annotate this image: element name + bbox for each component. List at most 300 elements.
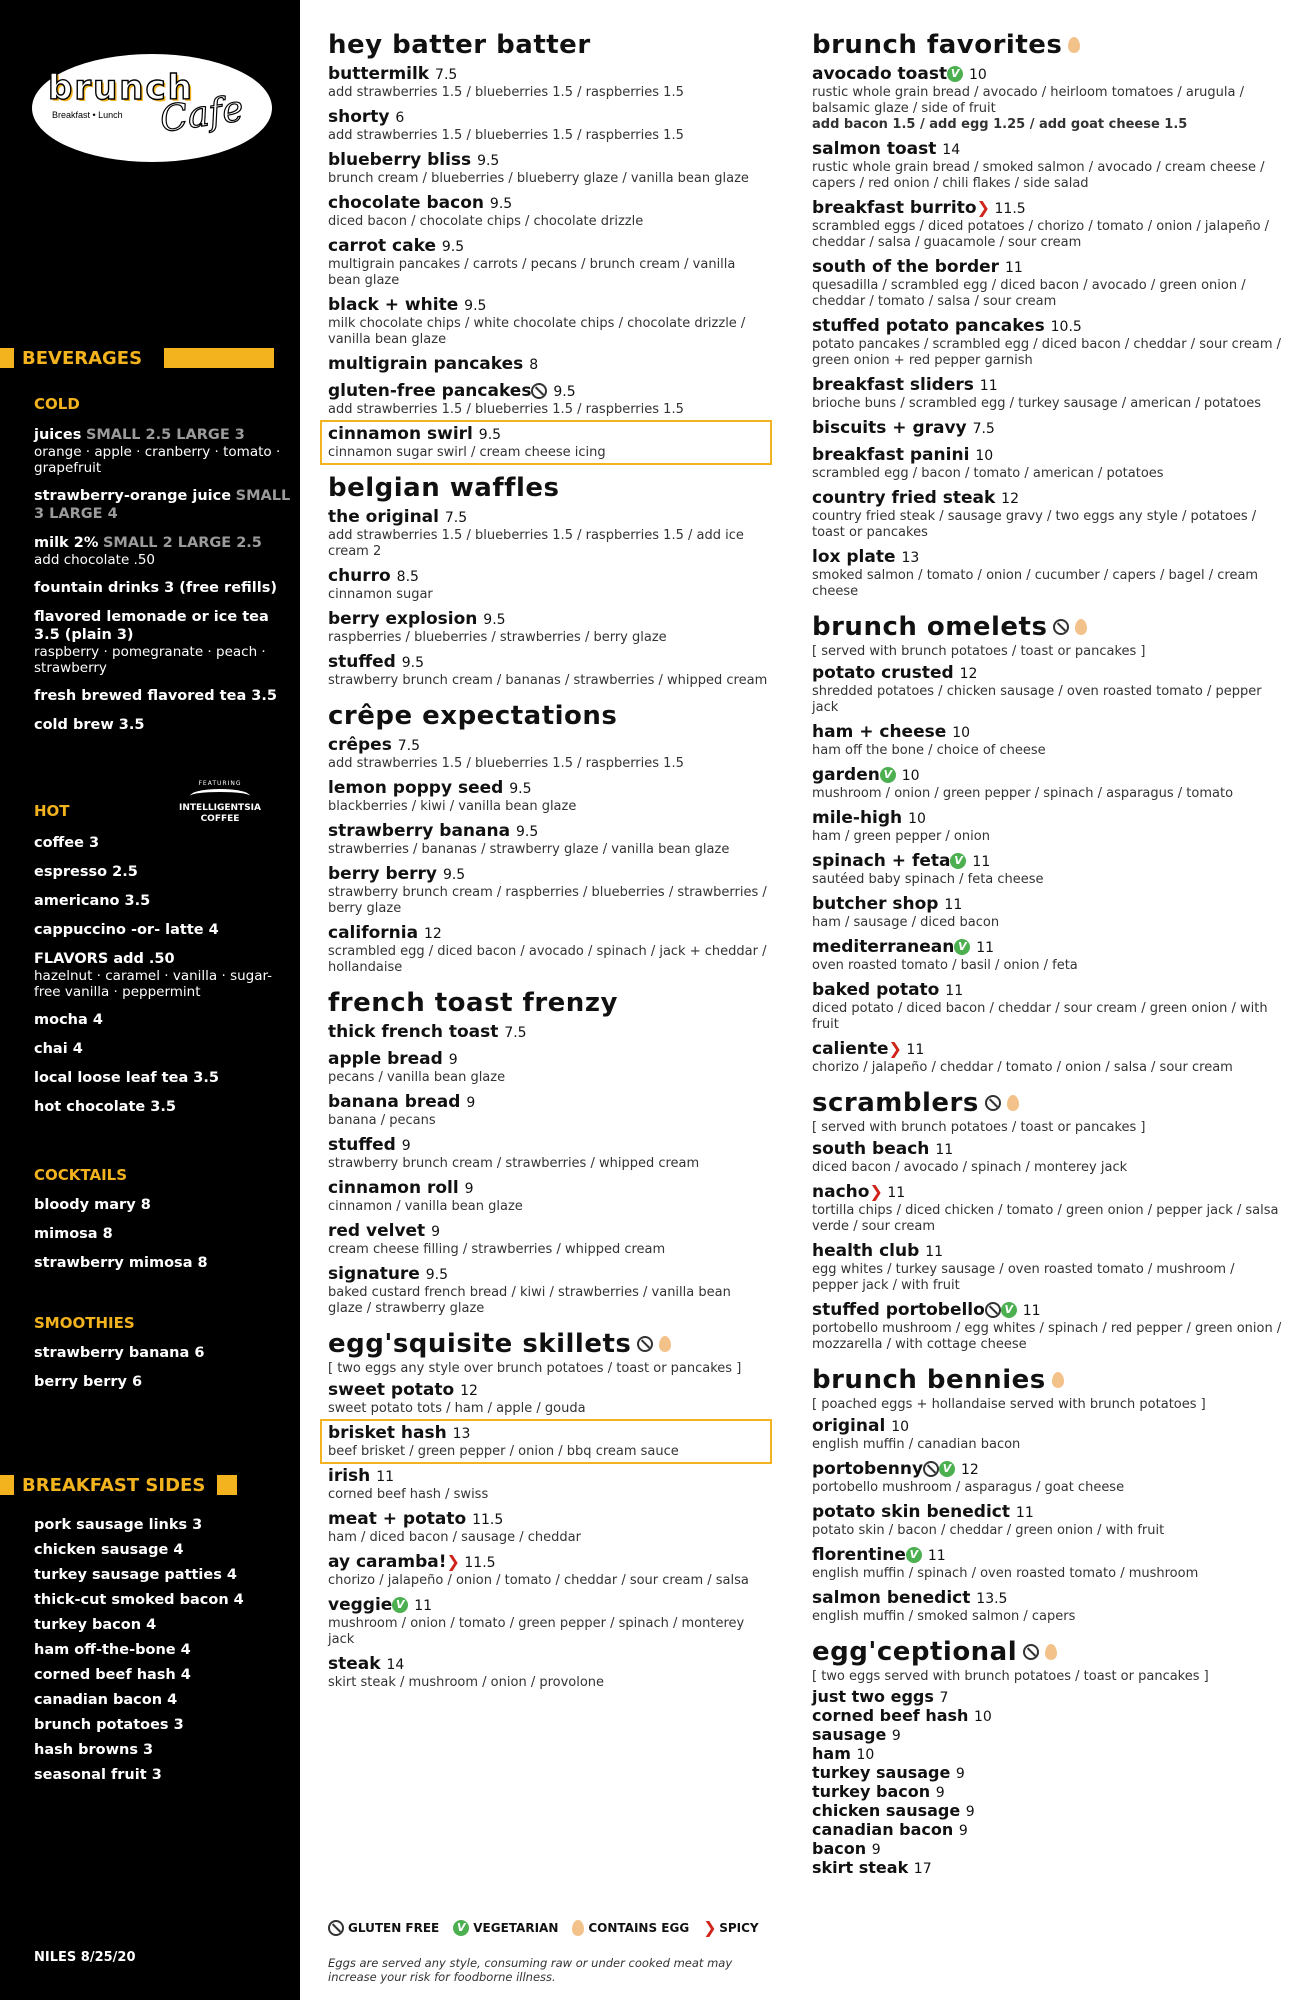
menu-item-name: carrot cake xyxy=(328,236,436,256)
menu-item xyxy=(812,1459,1282,1496)
vegetarian-icon: V xyxy=(939,1461,955,1477)
menu-item-price: 9.5 xyxy=(442,867,466,883)
menu-item-name: caliente xyxy=(812,1039,889,1059)
beverage-item xyxy=(34,1040,294,1058)
menu-item-price: 11 xyxy=(1004,260,1023,276)
vegetarian-icon: V xyxy=(1001,1302,1017,1318)
sides-item-label: turkey sausage patties 4 xyxy=(34,1567,238,1583)
legend-vegetarian: V VEGETARIAN xyxy=(453,1920,558,1936)
menu-item xyxy=(328,236,768,289)
eggceptional-item xyxy=(812,1745,1052,1764)
menu-item-price: 13.5 xyxy=(976,1591,1008,1607)
menu-item xyxy=(812,316,1282,369)
section-title-text: brunch bennies xyxy=(812,1365,1046,1395)
menu-item-description: scrambled eggs / diced potatoes / chorizo / tomato / onion / jalapeño / cheddar / salsa / guacamole / sour cream xyxy=(812,219,1270,250)
section-note: [ served with brunch potatoes / toast or pancakes ] xyxy=(812,1120,1146,1135)
menu-item-name: sweet potato xyxy=(328,1380,455,1400)
menu-item-description: raspberries / blueberries / strawberries / berry glaze xyxy=(328,630,667,645)
gluten-free-icon xyxy=(637,1336,653,1352)
menu-item xyxy=(812,418,1282,439)
menu-item-name: bacon xyxy=(812,1839,867,1858)
menu-column-middle xyxy=(328,28,768,1701)
menu-item-name: the original xyxy=(328,507,439,527)
beverage-name: americano 3.5 xyxy=(34,893,151,909)
sides-item xyxy=(34,1616,294,1634)
egg-icon xyxy=(572,1920,584,1936)
menu-item-header xyxy=(328,1595,768,1616)
menu-item-header xyxy=(328,1092,768,1113)
menu-item-description: oven roasted tomato / basil / onion / feta xyxy=(812,958,1078,973)
beverage-name: strawberry-orange juice xyxy=(34,488,232,504)
beverage-item xyxy=(34,1098,294,1116)
menu-item-description: cream cheese filling / strawberries / whipped cream xyxy=(328,1242,666,1257)
menu-item-name: cinnamon roll xyxy=(328,1178,459,1198)
menu-section-eggceptional xyxy=(812,1635,1282,1878)
menu-item-name: shorty xyxy=(328,107,390,127)
menu-section xyxy=(328,28,768,461)
menu-item-name: stuffed xyxy=(328,652,396,672)
menu-item-header xyxy=(812,1039,1282,1060)
menu-item-name: nacho xyxy=(812,1182,870,1202)
menu-item-header xyxy=(328,778,768,799)
section-title xyxy=(328,28,768,62)
beverage-item xyxy=(34,534,294,568)
menu-item-header xyxy=(812,139,1282,160)
menu-item-header xyxy=(812,1459,1282,1480)
menu-item-name: baked potato xyxy=(812,980,940,1000)
menu-item-header xyxy=(328,193,768,214)
eggceptional-item xyxy=(812,1821,1052,1840)
beverage-size-prices: SMALL 2.5 LARGE 3 xyxy=(85,427,245,443)
menu-item-price: 9.5 xyxy=(553,384,576,400)
menu-item xyxy=(328,295,768,348)
sides-item xyxy=(34,1716,294,1734)
menu-item-description: multigrain pancakes / carrots / pecans / brunch cream / vanilla bean glaze xyxy=(328,257,736,288)
beverage-name: cold brew 3.5 xyxy=(34,717,145,733)
menu-item xyxy=(812,1182,1282,1235)
section-title xyxy=(812,28,1282,62)
menu-item-price: 10 xyxy=(901,768,920,784)
menu-item-price: 13 xyxy=(901,550,920,566)
menu-item-price: 9.5 xyxy=(483,612,506,628)
gluten-free-icon xyxy=(985,1095,1001,1111)
menu-item-price: 11.5 xyxy=(994,201,1026,217)
sides-item xyxy=(34,1591,294,1609)
menu-item-header xyxy=(812,418,1282,439)
menu-item-description: country fried steak / sausage gravy / two eggs any style / potatoes / toast or pancakes xyxy=(812,509,1257,540)
menu-item-description: chorizo / jalapeño / cheddar / tomato / onion / salsa / sour cream xyxy=(812,1060,1233,1075)
menu-item-price: 9 xyxy=(871,1842,881,1858)
menu-section xyxy=(328,471,768,689)
menu-item-price: 10.5 xyxy=(1050,319,1082,335)
menu-item-description: sautéed baby spinach / feta cheese xyxy=(812,872,1044,887)
menu-item-name: stuffed portobello xyxy=(812,1300,985,1320)
sides-item xyxy=(34,1516,294,1534)
menu-item-header xyxy=(812,198,1282,219)
footer-date: NILES 8/25/20 xyxy=(34,1950,136,1965)
sides-item xyxy=(34,1691,294,1709)
menu-item-name: lox plate xyxy=(812,547,896,567)
menu-item-header xyxy=(328,381,768,402)
menu-item-description: english muffin / canadian bacon xyxy=(812,1437,1021,1452)
menu-item xyxy=(812,1039,1282,1076)
vegetarian-icon: V xyxy=(906,1547,922,1563)
section-title-text: brunch favorites xyxy=(812,30,1063,60)
eggceptional-grid xyxy=(812,1688,1282,1878)
disclaimer: Eggs are served any style, consuming raw or under cooked meat may increase your risk for foodborne illness. xyxy=(328,1956,733,1984)
menu-item-name: stuffed potato pancakes xyxy=(812,316,1045,336)
menu-column-right xyxy=(812,28,1282,1888)
menu-section xyxy=(328,986,768,1317)
menu-item xyxy=(328,1654,768,1691)
logo-word-cafe: Cafe xyxy=(157,88,247,141)
section-title xyxy=(328,1327,768,1361)
menu-item-price: 13 xyxy=(452,1426,471,1442)
beverage-item xyxy=(34,716,294,734)
menu-item-name: ham + cheese xyxy=(812,722,947,742)
menu-item-description: milk chocolate chips / white chocolate chips / chocolate drizzle / vanilla bean glaze xyxy=(328,316,746,347)
sides-item-label: turkey bacon 4 xyxy=(34,1617,157,1633)
menu-item-description: tortilla chips / diced chicken / tomato / green onion / pepper jack / salsa verde / sour cream xyxy=(812,1203,1279,1234)
eggceptional-item xyxy=(812,1726,1052,1745)
eggceptional-item xyxy=(812,1783,1052,1802)
menu-item xyxy=(812,1300,1282,1353)
menu-item-name: buttermilk xyxy=(328,64,430,84)
gluten-free-icon xyxy=(985,1302,1001,1318)
menu-item-name: original xyxy=(812,1416,886,1436)
beverage-item xyxy=(34,1069,294,1087)
menu-item-description: rustic whole grain bread / avocado / heirloom tomatoes / arugula / balsamic glaze / side of fruit xyxy=(812,85,1244,116)
section-title-text: crêpe expectations xyxy=(328,701,618,731)
section-title xyxy=(812,1363,1282,1397)
menu-item-name: turkey sausage xyxy=(812,1763,951,1782)
menu-item-description: scrambled egg / bacon / tomato / american / potatoes xyxy=(812,466,1164,481)
menu-item-name: meat + potato xyxy=(328,1509,467,1529)
sides-list xyxy=(34,1516,294,1791)
cocktails-list xyxy=(34,1196,294,1283)
menu-item-header xyxy=(812,1241,1282,1262)
egg-icon xyxy=(1068,37,1080,53)
egg-icon xyxy=(1045,1644,1057,1660)
menu-item xyxy=(328,609,768,646)
menu-item-name: avocado toast xyxy=(812,64,948,84)
menu-item xyxy=(812,1502,1282,1539)
menu-item-header xyxy=(328,295,768,316)
menu-item-name: portobenny xyxy=(812,1459,924,1479)
menu-item xyxy=(324,424,768,461)
menu-item-description: blackberries / kiwi / vanilla bean glaze xyxy=(328,799,577,814)
menu-item-name: banana bread xyxy=(328,1092,461,1112)
menu-item-description: smoked salmon / tomato / onion / cucumber / capers / bagel / cream cheese xyxy=(812,568,1259,599)
menu-item-header xyxy=(328,507,768,528)
menu-item-price: 7.5 xyxy=(972,421,995,437)
menu-item-name: health club xyxy=(812,1241,920,1261)
menu-item-name: lemon poppy seed xyxy=(328,778,504,798)
menu-item-price: 9 xyxy=(955,1766,965,1782)
menu-item xyxy=(812,808,1282,845)
section-note: [ two eggs any style over brunch potatoes / toast or pancakes ] xyxy=(328,1361,742,1376)
menu-item-header xyxy=(328,1049,768,1070)
menu-item-price: 7.5 xyxy=(397,738,420,754)
menu-item xyxy=(328,1264,768,1317)
menu-item-name: red velvet xyxy=(328,1221,426,1241)
chili-pepper-icon: ❯ xyxy=(446,1552,460,1571)
menu-item-description: add strawberries 1.5 / blueberries 1.5 / raspberries 1.5 xyxy=(328,128,684,143)
menu-item-name: breakfast burrito xyxy=(812,198,977,218)
beverage-name: fountain drinks 3 (free refills) xyxy=(34,580,277,596)
menu-item-name: breakfast panini xyxy=(812,445,970,465)
menu-item-price: 11 xyxy=(414,1598,433,1614)
menu-item-price: 11 xyxy=(1015,1505,1034,1521)
menu-item-price: 12 xyxy=(959,666,978,682)
menu-item-name: churro xyxy=(328,566,391,586)
menu-item xyxy=(328,150,768,187)
menu-item-name: blueberry bliss xyxy=(328,150,472,170)
menu-item xyxy=(328,821,768,858)
menu-item xyxy=(328,566,768,603)
menu-item-description: pecans / vanilla bean glaze xyxy=(328,1070,506,1085)
menu-item-name: canadian bacon xyxy=(812,1820,954,1839)
menu-item-header xyxy=(812,1300,1282,1321)
beverage-name: chai 4 xyxy=(34,1041,83,1057)
menu-item xyxy=(812,1545,1282,1582)
section-title xyxy=(328,699,768,733)
menu-item-name: just two eggs xyxy=(812,1687,934,1706)
menu-item-name: steak xyxy=(328,1654,381,1674)
beverage-desc: add chocolate .50 xyxy=(34,552,156,568)
menu-item-name: south of the border xyxy=(812,257,1000,277)
chili-pepper-icon: ❯ xyxy=(703,1918,717,1937)
beverage-item xyxy=(34,950,294,1000)
beverage-item xyxy=(34,1011,294,1029)
menu-item-price: 9.5 xyxy=(401,655,425,671)
vegetarian-icon: V xyxy=(950,853,966,869)
menu-item-name: berry berry xyxy=(328,864,438,884)
cold-list xyxy=(34,426,294,745)
menu-item-description: skirt steak / mushroom / onion / provolone xyxy=(328,1675,605,1690)
menu-item-header xyxy=(328,609,768,630)
egg-icon xyxy=(1007,1095,1019,1111)
beverage-item xyxy=(34,426,294,476)
menu-item-price: 11 xyxy=(927,1548,946,1564)
menu-item-description: sweet potato tots / ham / apple / gouda xyxy=(328,1401,586,1416)
menu-item xyxy=(812,257,1282,310)
menu-item-name: thick french toast xyxy=(328,1022,499,1042)
menu-item xyxy=(812,663,1282,716)
menu-item-description: strawberries / bananas / strawberry glaze / vanilla bean glaze xyxy=(328,842,730,857)
section-title xyxy=(812,1086,1282,1120)
menu-item-name: ham xyxy=(812,1744,851,1763)
menu-item-price: 9 xyxy=(448,1052,458,1068)
sides-item-label: corned beef hash 4 xyxy=(34,1667,191,1683)
menu-item xyxy=(328,778,768,815)
menu-item xyxy=(812,980,1282,1033)
menu-item-description: ham / diced bacon / sausage / cheddar xyxy=(328,1530,581,1545)
menu-item-price: 11.5 xyxy=(464,1555,496,1571)
menu-item-description: brunch cream / blueberries / blueberry glaze / vanilla bean glaze xyxy=(328,171,749,186)
menu-item-price: 9 xyxy=(464,1181,474,1197)
menu-item-header xyxy=(328,1380,768,1401)
section-note: [ poached eggs + hollandaise served with brunch potatoes ] xyxy=(812,1397,1206,1412)
cold-heading: COLD xyxy=(34,395,80,413)
sides-item-label: hash browns 3 xyxy=(34,1742,154,1758)
menu-item-price: 10 xyxy=(856,1747,875,1763)
menu-item-name: south beach xyxy=(812,1139,930,1159)
menu-item-header xyxy=(812,445,1282,466)
menu-item-price: 7.5 xyxy=(444,510,468,526)
vegetarian-icon: V xyxy=(880,767,896,783)
beverage-item xyxy=(34,487,294,523)
menu-item-description: potato pancakes / scrambled egg / diced bacon / cheddar / sour cream / green onion + red pepper garnish xyxy=(812,337,1282,368)
sides-item-label: canadian bacon 4 xyxy=(34,1692,178,1708)
menu-item-price: 7.5 xyxy=(435,67,458,83)
gluten-free-icon xyxy=(328,1920,344,1936)
menu-item-name: chicken sausage xyxy=(812,1801,961,1820)
menu-item-price: 7.5 xyxy=(504,1025,527,1041)
menu-item-description: diced potato / diced bacon / cheddar / sour cream / green onion / with fruit xyxy=(812,1001,1268,1032)
menu-item-price: 6 xyxy=(395,110,405,126)
menu-item-header xyxy=(812,1502,1282,1523)
cocktails-item-label: bloody mary 8 xyxy=(34,1197,151,1213)
menu-item-price: 11 xyxy=(887,1185,906,1201)
menu-item xyxy=(812,375,1282,412)
menu-item-price: 12 xyxy=(424,926,442,942)
eggceptional-item xyxy=(812,1764,1052,1783)
beverage-size-prices: SMALL 3 LARGE 4 xyxy=(34,488,291,522)
vegetarian-icon: V xyxy=(947,66,963,82)
cocktails-item-label: mimosa 8 xyxy=(34,1226,113,1242)
menu-item-price: 9 xyxy=(935,1785,945,1801)
chili-pepper-icon: ❯ xyxy=(869,1182,883,1201)
menu-item-header xyxy=(812,64,1282,85)
menu-item-description: baked custard french bread / kiwi / strawberries / vanilla bean glaze / strawberry glaze xyxy=(328,1285,731,1316)
menu-item-price: 11 xyxy=(935,1142,954,1158)
menu-item-addons: add bacon 1.5 / add egg 1.25 / add goat cheese 1.5 xyxy=(812,117,1188,132)
section-title-text: scramblers xyxy=(812,1088,979,1118)
menu-item-header xyxy=(812,722,1282,743)
menu-item-name: potato skin benedict xyxy=(812,1502,1010,1522)
menu-item-description: quesadilla / scrambled egg / diced bacon / avocado / green onion / cheddar / tomato / salsa / sour cream xyxy=(812,278,1246,309)
menu-item-name: crêpes xyxy=(328,735,392,755)
beverage-item xyxy=(34,892,294,910)
menu-item-name: florentine xyxy=(812,1545,906,1565)
menu-item-name: skirt steak xyxy=(812,1858,909,1877)
section-title-text: belgian waffles xyxy=(328,473,560,503)
menu-item-header xyxy=(328,236,768,257)
menu-item-description: portobello mushroom / egg whites / spinach / red pepper / green onion / mozzarella / with cottage cheese xyxy=(812,1321,1282,1352)
sides-item-label: ham off-the-bone 4 xyxy=(34,1642,191,1658)
menu-item-price: 10 xyxy=(891,1419,910,1435)
menu-item-name: multigrain pancakes xyxy=(328,354,524,374)
cocktails-heading: COCKTAILS xyxy=(34,1166,128,1184)
menu-item-description: scrambled egg / diced bacon / avocado / spinach / jack + cheddar / hollandaise xyxy=(328,944,767,975)
sides-item xyxy=(34,1666,294,1684)
menu-item-name: salmon toast xyxy=(812,139,937,159)
menu-item-name: spinach + feta xyxy=(812,851,951,871)
beverage-name: juices xyxy=(34,427,82,443)
beverage-item xyxy=(34,863,294,881)
menu-item-header xyxy=(812,1545,1282,1566)
menu-item-description: cinnamon / vanilla bean glaze xyxy=(328,1199,523,1214)
menu-item-name: mediterranean xyxy=(812,937,955,957)
menu-section xyxy=(812,610,1282,1076)
menu-item-header xyxy=(328,1221,768,1242)
menu-item-name: butcher shop xyxy=(812,894,939,914)
menu-item-name: chocolate bacon xyxy=(328,193,484,213)
menu-item-price: 14 xyxy=(942,142,961,158)
menu-item-name: berry explosion xyxy=(328,609,478,629)
menu-item-description: strawberry brunch cream / strawberries / whipped cream xyxy=(328,1156,700,1171)
menu-item xyxy=(328,923,768,976)
beverage-name: espresso 2.5 xyxy=(34,864,138,880)
menu-item-header xyxy=(328,1135,768,1156)
menu-item-header xyxy=(812,937,1282,958)
beverage-name: FLAVORS add .50 xyxy=(34,951,175,967)
sides-item xyxy=(34,1541,294,1559)
menu-item xyxy=(812,1416,1282,1453)
menu-item-name: corned beef hash xyxy=(812,1706,969,1725)
menu-item-name: veggie xyxy=(328,1595,393,1615)
section-title xyxy=(812,610,1282,644)
menu-item-header xyxy=(328,566,768,587)
menu-item-description: ham / green pepper / onion xyxy=(812,829,990,844)
menu-item-header xyxy=(812,663,1282,684)
menu-item-name: cinnamon swirl xyxy=(328,424,473,444)
menu-item-description: diced bacon / chocolate chips / chocolate drizzle xyxy=(328,214,644,229)
beverage-desc: hazelnut · caramel · vanilla · sugar-free vanilla · peppermint xyxy=(34,968,273,1000)
menu-item-header xyxy=(812,257,1282,278)
menu-item-header xyxy=(812,1182,1282,1203)
legend xyxy=(328,1920,759,1936)
menu-item xyxy=(328,1466,768,1503)
menu-item xyxy=(328,864,768,917)
menu-item-price: 12 xyxy=(460,1383,478,1399)
logo-tagline: Breakfast • Lunch xyxy=(52,110,123,120)
menu-item-name: stuffed xyxy=(328,1135,396,1155)
menu-item-price: 11 xyxy=(925,1244,944,1260)
chili-pepper-icon: ❯ xyxy=(976,198,990,217)
menu-item-price: 9.5 xyxy=(425,1267,449,1283)
gluten-free-icon xyxy=(531,383,547,399)
legend-spicy: ❯ SPICY xyxy=(703,1918,759,1937)
menu-item-price: 9 xyxy=(958,1823,968,1839)
intelligentsia-logo: FEATURING INTELLIGENTSIA COFFEE xyxy=(179,780,261,824)
menu-item-price: 11 xyxy=(906,1042,925,1058)
menu-item-header xyxy=(328,1466,768,1487)
menu-item-price: 10 xyxy=(908,811,926,827)
menu-item xyxy=(328,381,768,418)
beverage-name: hot chocolate 3.5 xyxy=(34,1099,176,1115)
menu-item-header xyxy=(328,1264,768,1285)
beverage-name: fresh brewed flavored tea 3.5 xyxy=(34,688,277,704)
section-title xyxy=(328,471,768,505)
menu-item-header xyxy=(812,375,1282,396)
menu-item xyxy=(328,64,768,101)
menu-item-header xyxy=(812,894,1282,915)
menu-item-price: 9 xyxy=(891,1728,901,1744)
menu-item-header xyxy=(328,1654,768,1675)
menu-item xyxy=(812,64,1282,133)
section-title-text: hey batter batter xyxy=(328,30,591,60)
menu-item xyxy=(812,547,1282,600)
egg-icon xyxy=(659,1336,671,1352)
sides-item-label: thick-cut smoked bacon 4 xyxy=(34,1592,244,1608)
menu-item-name: strawberry banana xyxy=(328,821,511,841)
menu-item xyxy=(328,507,768,560)
menu-item-description: english muffin / spinach / oven roasted tomato / mushroom xyxy=(812,1566,1199,1581)
menu-item xyxy=(328,1552,768,1589)
menu-item xyxy=(328,107,768,144)
